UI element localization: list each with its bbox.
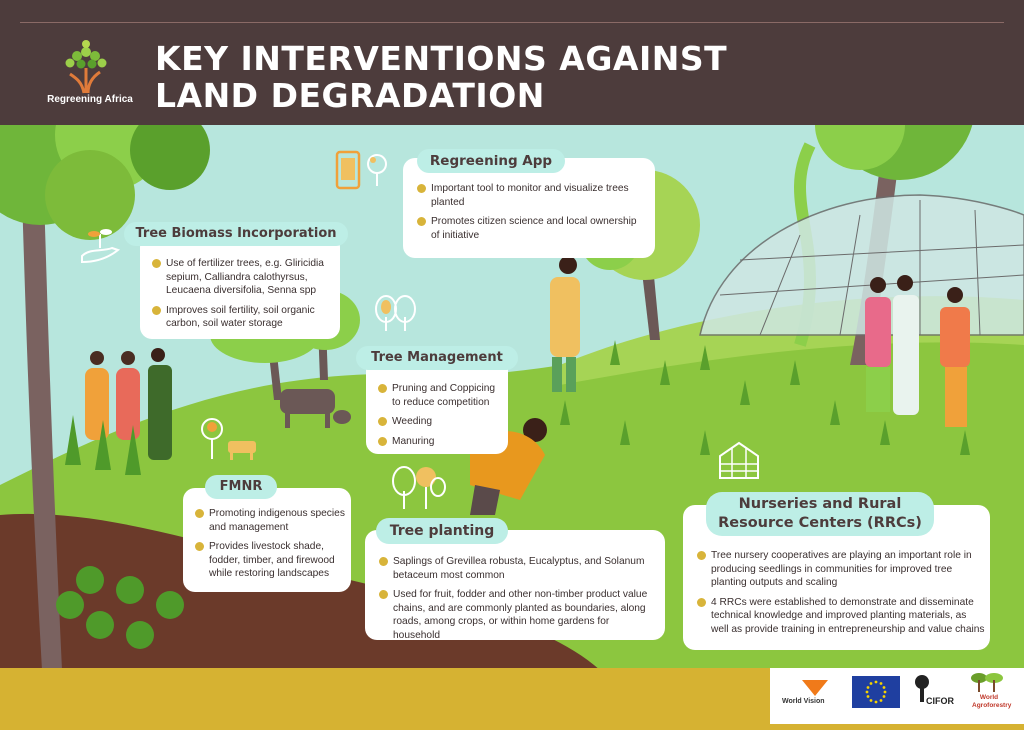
list-item [377,588,659,642]
tree-management-card [366,358,508,454]
cifor-logo [912,674,958,714]
list-item [193,540,345,581]
bullet-text: Weeding [392,416,433,427]
world-vision-icon [800,678,830,698]
bullet-dot [378,437,387,446]
regreening-app-title: Regreening App [417,149,565,173]
list-item [193,507,345,534]
nurseries-title-line-1: Nurseries and Rural [738,496,902,512]
bullet-dot [697,598,706,607]
bullet-text: Important tool to monitor and visualize trees planted [431,183,629,208]
tree-planting-card [365,530,665,640]
header-rule [20,22,1004,23]
brand-logo [40,38,133,110]
partner-logos [770,668,1024,724]
list-item [415,182,647,209]
eu-flag-icon [852,676,900,708]
greenhouse-icon [716,440,762,480]
bullet-dot [378,384,387,393]
smartphone-tree-icon [335,150,395,192]
list-item [415,215,647,242]
world-vision-logo [782,678,842,706]
agroforestry-label-line-2: Agroforestry [972,702,1012,709]
trees-icon [372,295,418,333]
title-line-2: LAND DEGRADATION [155,76,545,115]
list-item [376,382,504,409]
tree-management-title: Tree Management [356,346,518,370]
regreening-africa-logo-icon [40,38,140,94]
bullet-dot [152,306,161,315]
list-item [695,549,985,590]
tree-planting-title: Tree planting [376,518,508,544]
cifor-label: CIFOR [926,696,954,706]
list-item [695,596,985,637]
list-item [150,304,334,331]
list-item [377,555,659,582]
bullet-text: Use of fertilizer trees, e.g. Gliricidia sepium, Calliandra calothyrsus, Leucaena diversifolia, Senna spp [166,258,324,296]
bullet-text: Promotes citizen science and local ownership of initiative [431,216,637,241]
brand-name: Regreening Africa [47,94,133,105]
bullet-text: 4 RRCs were established to demonstrate and disseminate technical knowledge and improved planting materials, as well as provide training in entrepreneurship and value chains [711,596,985,635]
bullet-dot [417,217,426,226]
agroforestry-trees-icon [970,672,1004,692]
tree-planting-icon [388,465,448,511]
fmnr-title: FMNR [205,475,277,499]
header-bar [0,0,1024,125]
bullet-text: Provides livestock shade, fodder, timber, and firewood while restoring landscapes [209,541,335,579]
bullet-text: Pruning and Coppicing to reduce competition [392,383,496,408]
bullet-text: Manuring [392,435,435,447]
regreening-app-card [403,158,655,258]
bullet-dot [697,551,706,560]
bullet-dot [379,557,388,566]
tree-biomass-card [140,235,340,339]
bullet-text: Used for fruit, fodder and other non-timber product value chains, and are commonly planted as boundaries, along roads, among crops, or within home gardens for household [393,589,648,641]
nurseries-title [706,492,934,536]
list-item [150,257,334,298]
bullet-dot [195,542,204,551]
bullet-text: Promoting indigenous species and management [209,508,345,533]
bullet-dot [152,259,161,268]
bullet-text: Tree nursery cooperatives are playing an important role in producing seedlings in communities for improved tree planting outputs and scaling [711,550,972,588]
list-item [376,415,504,429]
fmnr-card [183,488,351,592]
bullet-dot [379,590,388,599]
bullet-dot [195,509,204,518]
world-agroforestry-label [972,694,1012,710]
bullet-text: Saplings of Grevillea robusta, Eucalyptus, and Solanum betaceum most common [393,556,645,581]
tree-cow-icon [194,415,264,465]
page-title [155,40,727,114]
list-item [376,435,504,449]
world-agroforestry-logo [966,672,1020,718]
agroforestry-label-line-1: World [979,694,999,701]
world-vision-label: World Vision [782,698,825,705]
bullet-text: Improves soil fertility, soil organic carbon, soil water storage [166,304,315,329]
nurseries-title-line-2: Resource Centers (RRCs) [718,515,922,531]
bullet-dot [378,417,387,426]
title-line-1: KEY INTERVENTIONS AGAINST [155,39,728,78]
bullet-dot [417,184,426,193]
tree-biomass-title: Tree Biomass Incorporation [124,222,348,246]
seedling-hand-icon [78,222,122,266]
